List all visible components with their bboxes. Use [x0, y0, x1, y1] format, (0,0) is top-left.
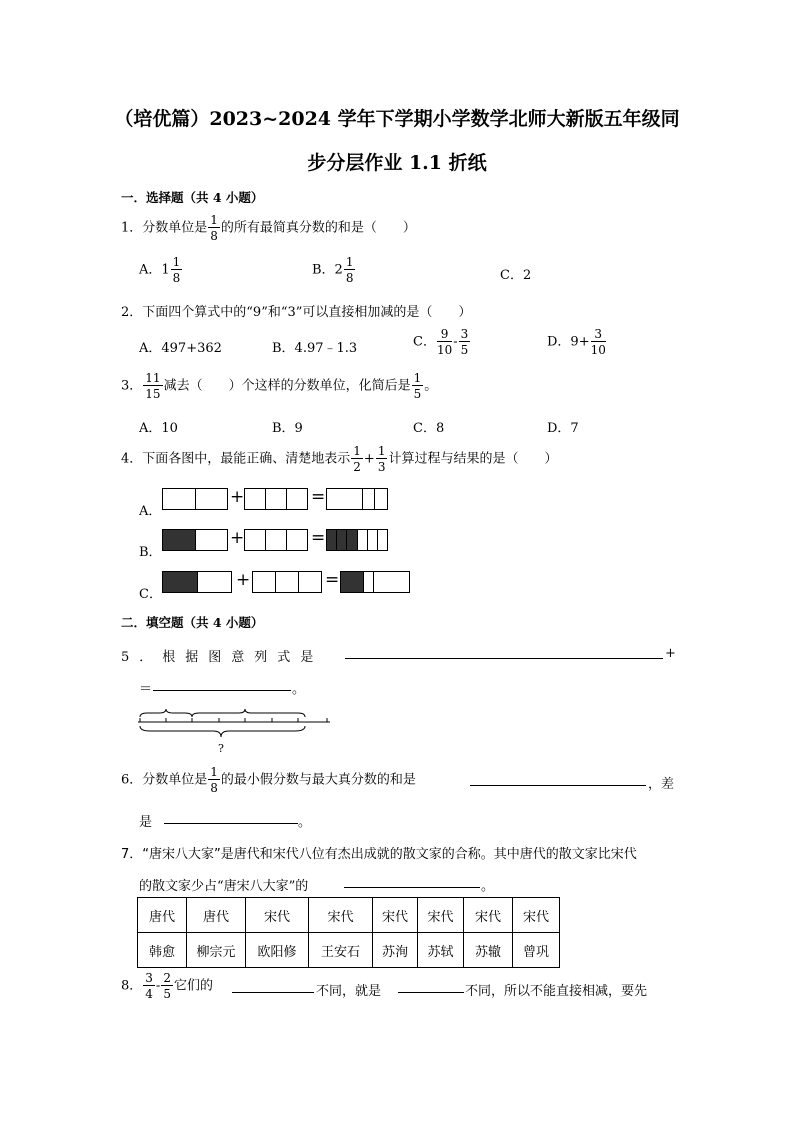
q1-b-fraction [344, 256, 356, 284]
q2-c-operator: - [453, 334, 458, 350]
q1-a-den: 8 [172, 271, 181, 285]
q4-a-bar-result [326, 488, 388, 510]
q1-stem-post: 的所有最简真分数的和是（ ） [220, 220, 416, 236]
bar-cell [287, 530, 307, 550]
q1-a-fraction [171, 256, 183, 284]
bar-cell-filled [337, 530, 347, 550]
q1-frac-den: 8 [210, 229, 218, 243]
bar-cell-filled [163, 530, 196, 550]
bar-cell [375, 489, 387, 509]
table-cell: 宋代 [464, 898, 513, 933]
q8-frac2 [161, 972, 173, 1000]
tick-marks [140, 718, 327, 722]
q8-f1-num: 3 [145, 971, 153, 985]
q1-b-num: 1 [345, 255, 354, 269]
bar-cell [374, 572, 409, 592]
q8-answer-blank-1[interactable] [232, 980, 314, 993]
q3-option-c[interactable]: C．8 [413, 421, 445, 436]
bar-cell [368, 530, 378, 550]
bar-cell-filled [327, 530, 337, 550]
q3-frac-num: 11 [145, 371, 161, 385]
q4-option-b-label[interactable]: B． [139, 545, 162, 560]
q8-f2-den: 5 [163, 987, 171, 1001]
bar-cell [378, 530, 387, 550]
bar-cell [363, 489, 376, 509]
q5-plus: + [665, 646, 676, 661]
brace-bottom [140, 726, 305, 737]
q4-f1-den: 2 [353, 460, 361, 474]
q4-c-bar-third [252, 571, 322, 593]
q4-stem-post: 计算过程与结果的是（ ） [388, 451, 558, 467]
bar-cell-filled [341, 572, 364, 592]
q1-option-a[interactable] [139, 256, 183, 284]
table-cell: 曾巩 [513, 933, 560, 968]
bar-cell [364, 572, 374, 592]
q6-line2-pre: 是 [139, 815, 153, 830]
q4-b-bar-third [244, 529, 308, 551]
section-heading-choice: 一．选择题（共 4 小题） [121, 190, 264, 205]
q1-option-c[interactable]: C．2 [500, 268, 532, 283]
question-2-stem: 2．下面四个算式中的“9”和“3”可以直接相加减的是（ ） [121, 305, 472, 320]
q1-fraction [208, 214, 220, 242]
q2-c-frac1 [437, 328, 452, 356]
q4-stem-pre: 4．下面各图中，最能正确、清楚地表示 [121, 451, 351, 467]
q2-c-frac2 [459, 328, 471, 356]
q8-answer-blank-2[interactable] [398, 980, 464, 993]
bar-cell-filled [163, 572, 198, 592]
q2-d-fraction [591, 328, 606, 356]
q2-c-f2-den: 5 [460, 343, 469, 357]
q6-stem-pre: 6．分数单位是 [121, 772, 208, 788]
bar-cell-filled [347, 530, 357, 550]
q2-c-f1-den: 10 [436, 343, 453, 357]
q8-frac1 [143, 972, 155, 1000]
q2-option-a[interactable]: A．497+362 [139, 341, 222, 356]
q4-frac1 [351, 445, 363, 473]
brace-top-2 [192, 709, 305, 717]
q4-b-bar-half [162, 529, 228, 551]
q4-frac2 [376, 445, 388, 473]
q6-stem-tail: ，差 [648, 777, 675, 792]
table-cell: 韩愈 [138, 933, 187, 968]
q5-answer-blank-2[interactable] [153, 678, 291, 691]
question-7-line2: 的散文家少占“唐宋八大家”的 [139, 879, 309, 894]
q5-period: 。 [292, 682, 306, 697]
q8-text2: 不同，就是 [316, 984, 382, 999]
q4-plus: + [363, 451, 375, 467]
bar-cell [299, 572, 321, 592]
bar-cell [266, 530, 287, 550]
q3-frac2-den: 5 [413, 387, 422, 401]
q4-a-equals-sign: = [311, 487, 326, 507]
q2-d-num: 3 [591, 328, 606, 342]
q5-equals: ＝ [139, 682, 153, 697]
brace-top-1 [140, 709, 192, 717]
q3-fraction2 [412, 372, 424, 400]
question-3-stem [121, 372, 437, 400]
q1-frac-num: 1 [210, 213, 218, 227]
q7-answer-blank[interactable] [344, 875, 480, 888]
q4-f2-num: 1 [377, 444, 386, 458]
q4-b-equals-sign: = [311, 528, 326, 548]
q3-frac-den: 15 [145, 387, 161, 401]
table-cell: 柳宗元 [187, 933, 246, 968]
q3-option-b[interactable]: B．9 [272, 421, 303, 436]
q2-d-label: D．9+ [547, 334, 590, 350]
table-cell: 宋代 [513, 898, 560, 933]
question-5-stem: 5．根据图意列式是 [121, 650, 324, 665]
q8-text3: 不同，所以不能直接相减，要先 [465, 984, 648, 999]
bar-cell [245, 489, 266, 509]
q4-a-plus-sign: + [230, 487, 245, 507]
q6-answer-blank-sum[interactable] [470, 773, 646, 786]
q6-stem-mid: 的最小假分数与最大真分数的和是 [220, 772, 416, 788]
question-8-stem [121, 972, 213, 1000]
q5-number-line-diagram [135, 707, 335, 755]
bar-cell [327, 489, 363, 509]
q1-b-den: 8 [345, 271, 354, 285]
q1-a-num: 1 [172, 255, 181, 269]
q4-c-equals-sign: = [325, 570, 340, 590]
q2-c-label: C． [413, 334, 436, 350]
q3-number: 3． [121, 378, 143, 394]
q6-fraction [208, 766, 220, 794]
q4-f2-den: 3 [377, 460, 386, 474]
q8-number: 8． [121, 978, 143, 994]
q4-a-bar-third [244, 488, 308, 510]
table-cell: 宋代 [373, 898, 418, 933]
q4-c-plus-sign: + [236, 570, 251, 590]
table-cell: 宋代 [246, 898, 309, 933]
q6-frac-den: 8 [210, 781, 218, 795]
q2-d-den: 10 [590, 343, 606, 357]
question-7-line1: 7．“唐宋八大家”是唐代和宋代八位有杰出成就的散文家的合称。其中唐代的散文家比宋代 [121, 847, 637, 862]
page-title-line2: 步分层作业 1.1 折纸 [307, 152, 487, 174]
table-cell: 唐代 [138, 898, 187, 933]
table-cell: 苏轼 [418, 933, 464, 968]
question-1-stem [121, 214, 416, 242]
bar-cell [163, 489, 196, 509]
bar-cell [198, 572, 232, 592]
q4-c-bar-half [162, 571, 232, 593]
table-row-dynasty [138, 898, 560, 933]
q1-a-label: A．1 [139, 262, 170, 278]
table-cell: 宋代 [309, 898, 373, 933]
table-cell: 宋代 [418, 898, 464, 933]
q3-stem-mid: 减去（ ）个这样的分数单位，化简后是 [163, 378, 411, 394]
section-heading-fill: 二．填空题（共 4 小题） [121, 615, 264, 630]
q1-b-label: B．2 [312, 262, 343, 278]
q2-option-b[interactable]: B．4.97﹣1.3 [272, 341, 358, 356]
q4-b-plus-sign: + [230, 528, 245, 548]
q7-poets-table [137, 897, 560, 968]
bar-cell [245, 530, 266, 550]
q4-f1-num: 1 [353, 444, 361, 458]
q2-option-c[interactable] [413, 328, 471, 356]
q3-option-d[interactable]: D．7 [547, 421, 579, 436]
q3-fraction [143, 372, 162, 400]
q3-stem-end: 。 [424, 378, 438, 394]
q5-question-mark: ? [218, 742, 224, 755]
q4-b-bar-result [326, 529, 388, 551]
table-cell: 苏辙 [464, 933, 513, 968]
q8-f2-num: 2 [163, 971, 171, 985]
table-cell: 王安石 [309, 933, 373, 968]
q4-option-a-label[interactable]: A． [139, 504, 162, 519]
q3-frac2-num: 1 [413, 371, 422, 385]
question-4-stem [121, 445, 557, 473]
q3-option-a[interactable]: A．10 [139, 421, 178, 436]
q4-c-bar-result [340, 571, 410, 593]
table-cell: 欧阳修 [246, 933, 309, 968]
bar-cell [266, 489, 287, 509]
q6-frac-num: 1 [210, 765, 218, 779]
q8-f1-den: 4 [145, 987, 153, 1001]
q1-stem-pre: 1．分数单位是 [121, 220, 208, 236]
q8-operator: - [155, 978, 161, 994]
q2-c-f2-num: 3 [460, 327, 469, 341]
page-title-line1: （培优篇）2023~2024 学年下学期小学数学北师大新版五年级同 [114, 108, 680, 130]
table-row-names [138, 933, 560, 968]
bar-cell [276, 572, 299, 592]
bar-cell [196, 530, 228, 550]
bar-cell [196, 489, 228, 509]
q6-period: 。 [298, 815, 312, 830]
bar-cell [358, 530, 368, 550]
table-cell: 苏洵 [373, 933, 418, 968]
q2-c-f1-num: 9 [437, 328, 452, 342]
q5-answer-blank-1[interactable] [345, 646, 663, 659]
q2-option-d[interactable] [547, 328, 607, 356]
q4-option-c-label[interactable]: C． [139, 587, 162, 602]
bar-cell [253, 572, 276, 592]
q1-option-b[interactable] [312, 256, 356, 284]
q7-period: 。 [481, 879, 495, 894]
q8-text1: 它们的 [173, 978, 213, 994]
question-6-stem [121, 766, 416, 794]
q6-answer-blank-diff[interactable] [164, 811, 298, 824]
table-cell: 唐代 [187, 898, 246, 933]
bar-cell [287, 489, 307, 509]
q4-a-bar-half [162, 488, 228, 510]
